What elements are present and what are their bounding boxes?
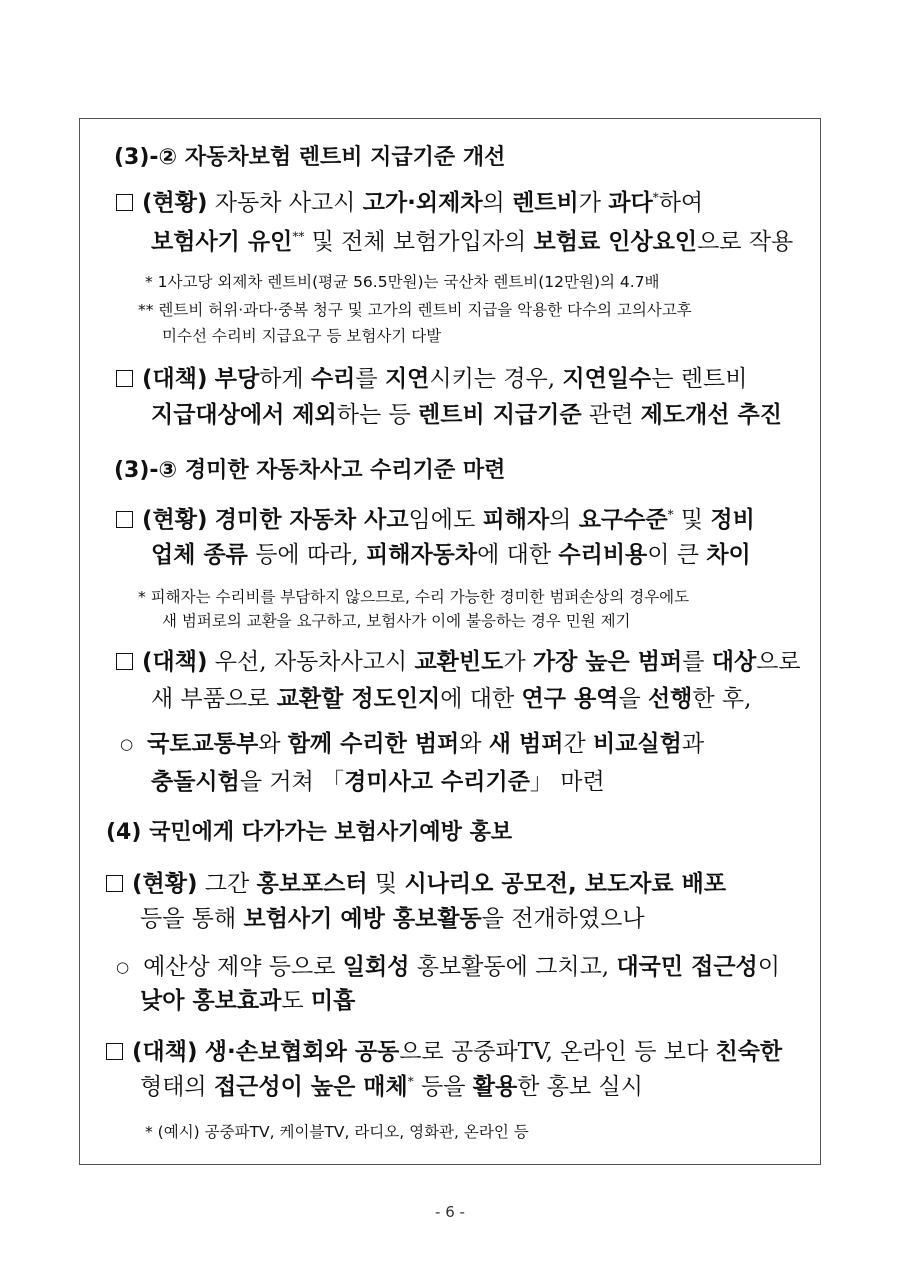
checkbox-square-icon: [106, 1043, 123, 1060]
sub-bullet-line-cont: 낮아 홍보효과도 미흡: [140, 988, 356, 1014]
footnote: ** 렌트비 허위·과다·중복 청구 및 고가의 렌트비 지급을 악용한 다수의 고의사고후: [138, 301, 692, 319]
measure-line: (대책) 우선, 자동차사고시 교환빈도가 가장 높은 범퍼를 대상으로: [116, 647, 801, 677]
section-title: (3)-② 자동차보험 렌트비 지급기준 개선: [114, 145, 506, 170]
measure-line-cont: 형태의 접근성이 높은 매체* 등을 활용한 홍보 실시: [140, 1074, 643, 1100]
page-number: - 6 -: [435, 1203, 465, 1221]
checkbox-square-icon: [116, 511, 133, 528]
footnote: 미수선 수리비 지급요구 등 보험사기 다발: [162, 327, 442, 345]
checkbox-square-icon: [116, 370, 133, 387]
footnote: * 피해자는 수리비를 부담하지 않으므로, 수리 가능한 경미한 범퍼손상의 경우에도: [138, 588, 690, 606]
checkbox-square-icon: [116, 653, 133, 670]
status-line-cont: 업체 종류 등에 따라, 피해자동차에 대한 수리비용이 큰 차이: [151, 542, 751, 568]
sub-bullet-line-cont: 충돌시험을 거쳐 「경미사고 수리기준」 마련: [151, 769, 605, 795]
measure-line: (대책) 부당하게 수리를 지연시키는 경우, 지연일수는 렌트비: [116, 364, 747, 394]
sub-bullet-line: ○ 국토교통부와 함께 수리한 범퍼와 새 범퍼간 비교실험과: [120, 731, 705, 757]
sub-bullet-line: ○ 예산상 제약 등으로 일회성 홍보활동에 그치고, 대국민 접근성이: [116, 954, 780, 980]
status-line-cont: 보험사기 유인** 및 전체 보험가입자의 보험료 인상요인으로 작용: [151, 229, 794, 255]
status-line: (현황) 자동차 사고시 고가·외제차의 렌트비가 과다*하여: [116, 188, 703, 218]
section-title: (4) 국민에게 다가가는 보험사기예방 홍보: [106, 820, 513, 845]
footnote: * 1사고당 외제차 렌트비(평균 56.5만원)는 국산차 렌트비(12만원)의 4.7배: [145, 273, 660, 291]
checkbox-square-icon: [106, 875, 123, 892]
section-title: (3)-③ 경미한 자동차사고 수리기준 마련: [114, 458, 506, 483]
status-line: (현황) 경미한 자동차 사고임에도 피해자의 요구수준* 및 정비: [116, 505, 755, 535]
status-line-cont: 등을 통해 보험사기 예방 홍보활동을 전개하였으나: [140, 906, 645, 932]
status-line: (현황) 그간 홍보포스터 및 시나리오 공모전, 보도자료 배포: [106, 869, 726, 899]
measure-line-cont: 지급대상에서 제외하는 등 렌트비 지급기준 관련 제도개선 추진: [151, 402, 782, 428]
measure-line: (대책) 생·손보협회와 공동으로 공중파TV, 온라인 등 보다 친숙한: [106, 1037, 782, 1067]
measure-line-cont: 새 부품으로 교환할 정도인지에 대한 연구 용역을 선행한 후,: [151, 686, 752, 712]
circle-bullet-icon: ○: [116, 958, 130, 976]
circle-bullet-icon: ○: [120, 735, 134, 753]
footnote: * (예시) 공중파TV, 케이블TV, 라디오, 영화관, 온라인 등: [145, 1123, 529, 1141]
checkbox-square-icon: [116, 194, 133, 211]
footnote: 새 범퍼로의 교환을 요구하고, 보험사가 이에 불응하는 경우 민원 제기: [162, 612, 631, 630]
